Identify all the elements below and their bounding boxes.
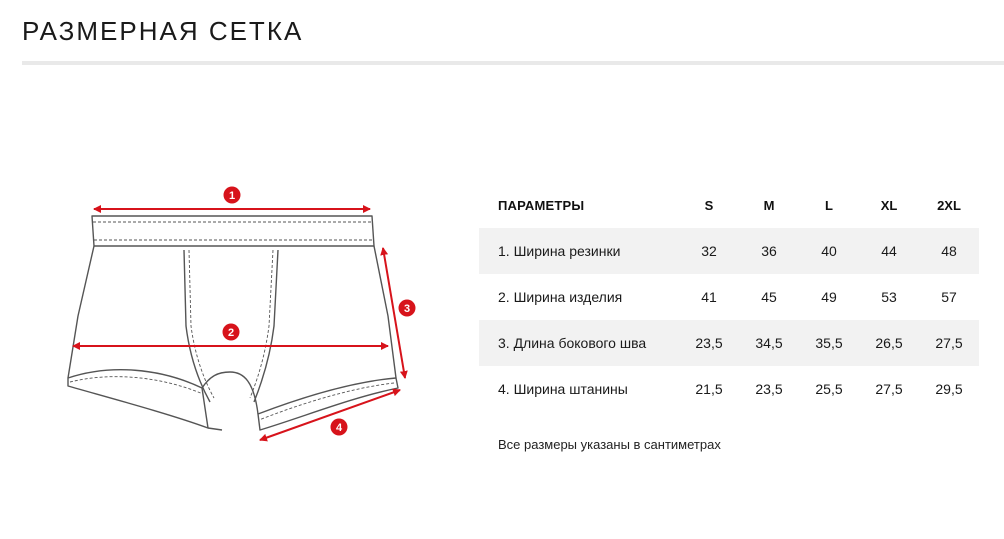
table-row: [479, 320, 979, 366]
header-size: 2XL: [937, 197, 961, 213]
table-header-row: [479, 182, 979, 228]
table-cell: 21,5: [695, 381, 723, 397]
table-cell: 29,5: [935, 381, 963, 397]
table-cell: 23,5: [755, 381, 783, 397]
table-cell: 45: [761, 289, 777, 305]
header-size: M: [763, 197, 775, 213]
table-cell: 49: [821, 289, 837, 305]
marker-3: [399, 300, 416, 317]
table-cell: 36: [739, 228, 799, 274]
header-params: ПАРАМЕТРЫ: [498, 197, 585, 213]
table-cell: 48: [919, 228, 979, 274]
size-table: [479, 182, 979, 412]
header-size: L: [825, 197, 833, 213]
table-cell: 26,5: [859, 320, 919, 366]
table-cell: 53: [881, 289, 897, 305]
header-size: XL: [880, 197, 898, 213]
table-row: [479, 228, 979, 274]
marker-1: [224, 187, 241, 204]
table-row: [479, 366, 979, 412]
table-cell: 27,5: [919, 320, 979, 366]
marker-2: [223, 324, 240, 341]
page-title: РАЗМЕРНАЯ СЕТКА: [22, 16, 304, 46]
table-cell: 34,5: [739, 320, 799, 366]
garment-outline: [68, 216, 398, 430]
table-cell: 40: [799, 228, 859, 274]
table-cell: 32: [679, 228, 739, 274]
table-cell: 23,5: [679, 320, 739, 366]
table-row: [479, 274, 979, 320]
marker-4-label: 4: [335, 422, 343, 434]
boxer-briefs-diagram: [50, 176, 430, 446]
marker-2-label: 2: [227, 327, 235, 339]
title-divider: [22, 61, 1004, 65]
row-label: 2. Ширина изделия: [498, 289, 623, 305]
marker-1-label: 1: [228, 190, 236, 202]
marker-4: [331, 419, 348, 436]
table-cell: 35,5: [799, 320, 859, 366]
table-cell: 41: [701, 289, 717, 305]
table-cell: 44: [859, 228, 919, 274]
row-label: 4. Ширина штанины: [498, 381, 628, 397]
table-cell: 25,5: [815, 381, 843, 397]
row-label: 3. Длина бокового шва: [479, 320, 679, 366]
table-cell: 27,5: [875, 381, 903, 397]
table-cell: 57: [941, 289, 957, 305]
marker-3-label: 3: [403, 303, 411, 315]
row-label: 1. Ширина резинки: [479, 228, 679, 274]
units-note: Все размеры указаны в сантиметрах: [498, 437, 721, 452]
header-size: S: [704, 197, 714, 213]
